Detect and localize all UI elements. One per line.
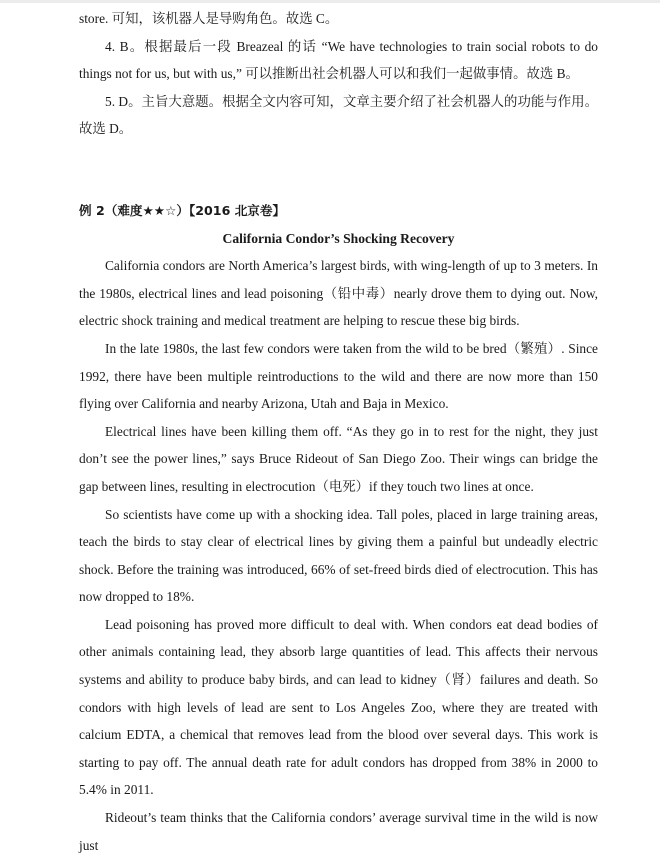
- article-title: California Condor’s Shocking Recovery: [222, 230, 455, 246]
- article-paragraph: Electrical lines have been killing them off. “As they go in to rest for the night, they just don’t see the power lines,” says Bruce Rideout of San Diego Zoo. Their wings can bridge the gap between lines, resulting in electrocution（电死）if they touch two lines at once.: [79, 423, 598, 494]
- document-page: [79, 5, 598, 859]
- answer-continuation: store. 可知，该机器人是导购角色。故选 C。: [79, 11, 339, 26]
- article-paragraph: Rideout’s team thinks that the California condors’ average survival time in the wild is now just: [79, 810, 598, 853]
- article-paragraph: California condors are North America’s largest birds, with wing-length of up to 3 meters. In the 1980s, electrical lines and lead poisoning（铅中毒）nearly drove them to dying out. Now, electric shock training and medical treatment are helping to rescue these big birds.: [79, 258, 598, 329]
- page-top-border: [0, 0, 660, 3]
- article-paragraph: In the late 1980s, the last few condors were taken from the wild to be bred（繁殖）. Since 1992, there have been multiple reintroductions to the wild and there are now more than 150 flying over California and nearby Arizona, Utah and Baja in Mexico.: [79, 340, 598, 412]
- article-paragraph: Lead poisoning has proved more difficult to deal with. When condors eat dead bodies of other animals containing lead, they absorb large quantities of lead. This affects their nervous systems and ability to produce baby birds, and can lead to kidney（肾）failures and death. So condors with high levels of lead are sent to Los Angeles Zoo, where they are treated with calcium EDTA, a chemical that removes lead from the blood over several days. This work is starting to pay off. The annual death rate for adult condors has dropped from 38% in 2000 to 5.4% in 2011.: [79, 616, 598, 798]
- section-spacer: [79, 143, 598, 197]
- answer-q5: 5. D。主旨大意题。根据全文内容可知，文章主要介绍了社会机器人的功能与作用。故选 D。: [79, 93, 598, 137]
- answer-q4: 4. B。根据最后一段 Breazeal 的话 “We have technologies to train social robots to do things not for us, but with us,” 可以推断出社会机器人可以和我们一起做事情。故选 B。: [79, 38, 598, 82]
- article-paragraph: So scientists have come up with a shocking idea. Tall poles, placed in large training areas, teach the birds to stay clear of electrical lines by giving them a painful but undeadly electric shock. Before the training was introduced, 66% of set-freed birds died of electrocution. This has now dropped to 18%.: [79, 506, 598, 605]
- example-label: 例 2（难度★★☆）【2016 北京卷】: [79, 202, 286, 218]
